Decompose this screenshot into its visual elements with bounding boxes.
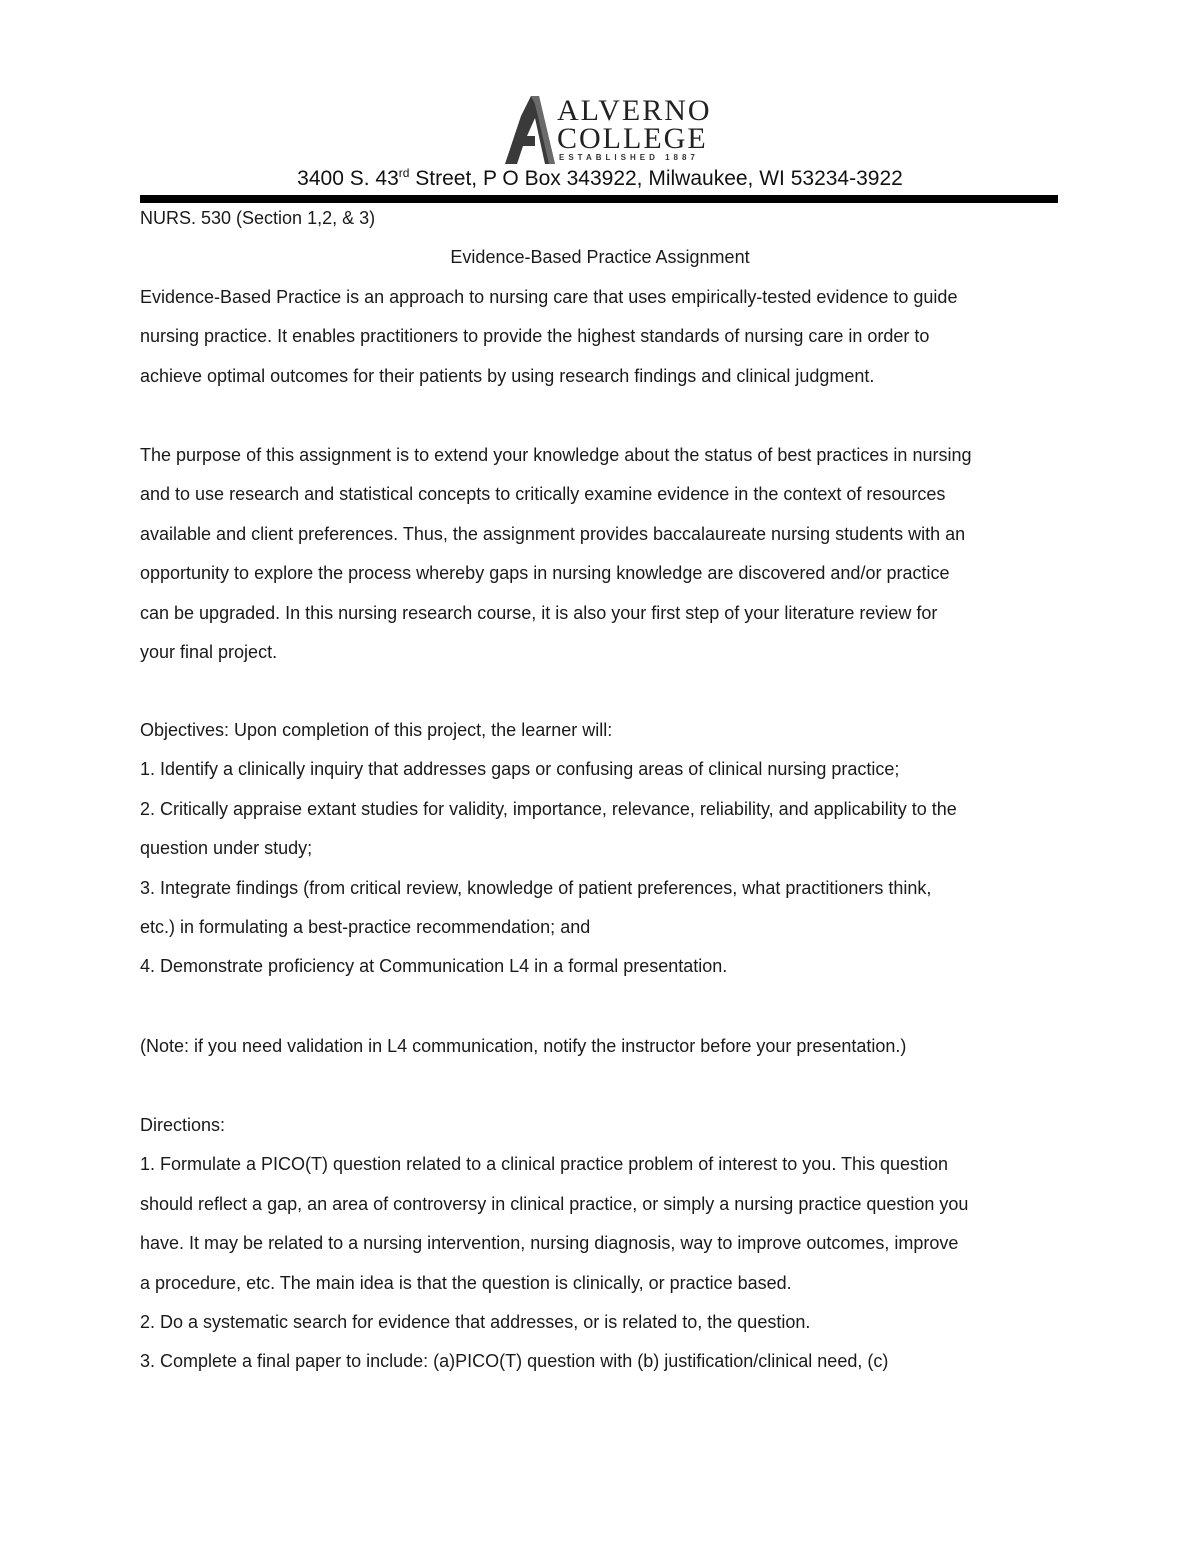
objective-item: etc.) in formulating a best-practice recommendation; and (140, 916, 591, 937)
objective-item: 4. Demonstrate proficiency at Communication L4 in a formal presentation. (140, 956, 728, 977)
address-rest: Street, P O Box 343922, Milwaukee, WI 53234-3922 (409, 167, 903, 190)
assignment-title: Evidence-Based Practice Assignment (450, 247, 750, 267)
objective-item: 1. Identify a clinically inquiry that addresses gaps or confusing areas of clinical nursing practice; (140, 759, 900, 780)
purpose-line: The purpose of this assignment is to extend your knowledge about the status of best practices in nursing (140, 445, 972, 465)
direction-item: a procedure, etc. The main idea is that the question is clinically, or practice based. (140, 1272, 792, 1293)
purpose-line: your final project. (140, 641, 278, 662)
course-code: NURS. 530 (Section 1,2, & 3) (140, 208, 376, 228)
college-logo (505, 94, 712, 166)
logo-name-alverno: ALVERNO (557, 94, 712, 127)
course-label (140, 199, 1060, 238)
purpose-line: can be upgraded. In this nursing research course, it is also your first step of your literature review for (140, 602, 938, 623)
direction-item: 3. Complete a final paper to include: (a)PICO(T) question with (b) justification/clinical need, (c) (140, 1351, 889, 1372)
address-street-number: 3400 S. 43 (297, 167, 399, 190)
letterhead-address (0, 165, 1200, 193)
logo-name-college: COLLEGE (557, 122, 708, 155)
purpose-line: available and client preferences. Thus, the assignment provides baccalaureate nursing students with an (140, 523, 966, 544)
objective-item: 3. Integrate findings (from critical review, knowledge of patient preferences, what practitioners think, (140, 877, 932, 898)
purpose-paragraph (140, 436, 1060, 672)
address-ordinal: rd (398, 166, 410, 180)
direction-item: should reflect a gap, an area of controversy in clinical practice, or simply a nursing practice question you (140, 1193, 969, 1214)
objective-item: 2. Critically appraise extant studies for validity, importance, relevance, reliability, and applicability to the (140, 798, 957, 819)
intro-paragraph (140, 278, 1060, 396)
note-paragraph (140, 1027, 1060, 1066)
intro-line: nursing practice. It enables practitioners to provide the highest standards of nursing care in order to (140, 326, 930, 347)
direction-item: 1. Formulate a PICO(T) question related to a clinical practice problem of interest to you. This question (140, 1154, 949, 1175)
objectives-heading: Objectives: Upon completion of this project, the learner will: (140, 720, 613, 740)
directions-section (140, 1106, 1060, 1382)
alverno-a-logo-icon (505, 96, 561, 166)
intro-line: Evidence-Based Practice is an approach to nursing care that uses empirically-tested evidence to guide (140, 287, 958, 307)
directions-heading: Directions: (140, 1115, 226, 1135)
direction-item: have. It may be related to a nursing intervention, nursing diagnosis, way to improve outcomes, improve (140, 1233, 959, 1254)
purpose-line: opportunity to explore the process whereby gaps in nursing knowledge are discovered and/or practice (140, 563, 950, 584)
intro-line: achieve optimal outcomes for their patients by using research findings and clinical judgment. (140, 365, 875, 386)
objective-item: question under study; (140, 838, 313, 859)
direction-item: 2. Do a systematic search for evidence that addresses, or is related to, the question. (140, 1311, 811, 1332)
objectives-section (140, 711, 1060, 987)
logo-established: ESTABLISHED 1887 (559, 153, 699, 162)
purpose-line: and to use research and statistical concepts to critically examine evidence in the context of resources (140, 484, 946, 505)
note-text: (Note: if you need validation in L4 communication, notify the instructor before your presentation.) (140, 1036, 907, 1056)
assignment-title-block (0, 238, 1200, 277)
